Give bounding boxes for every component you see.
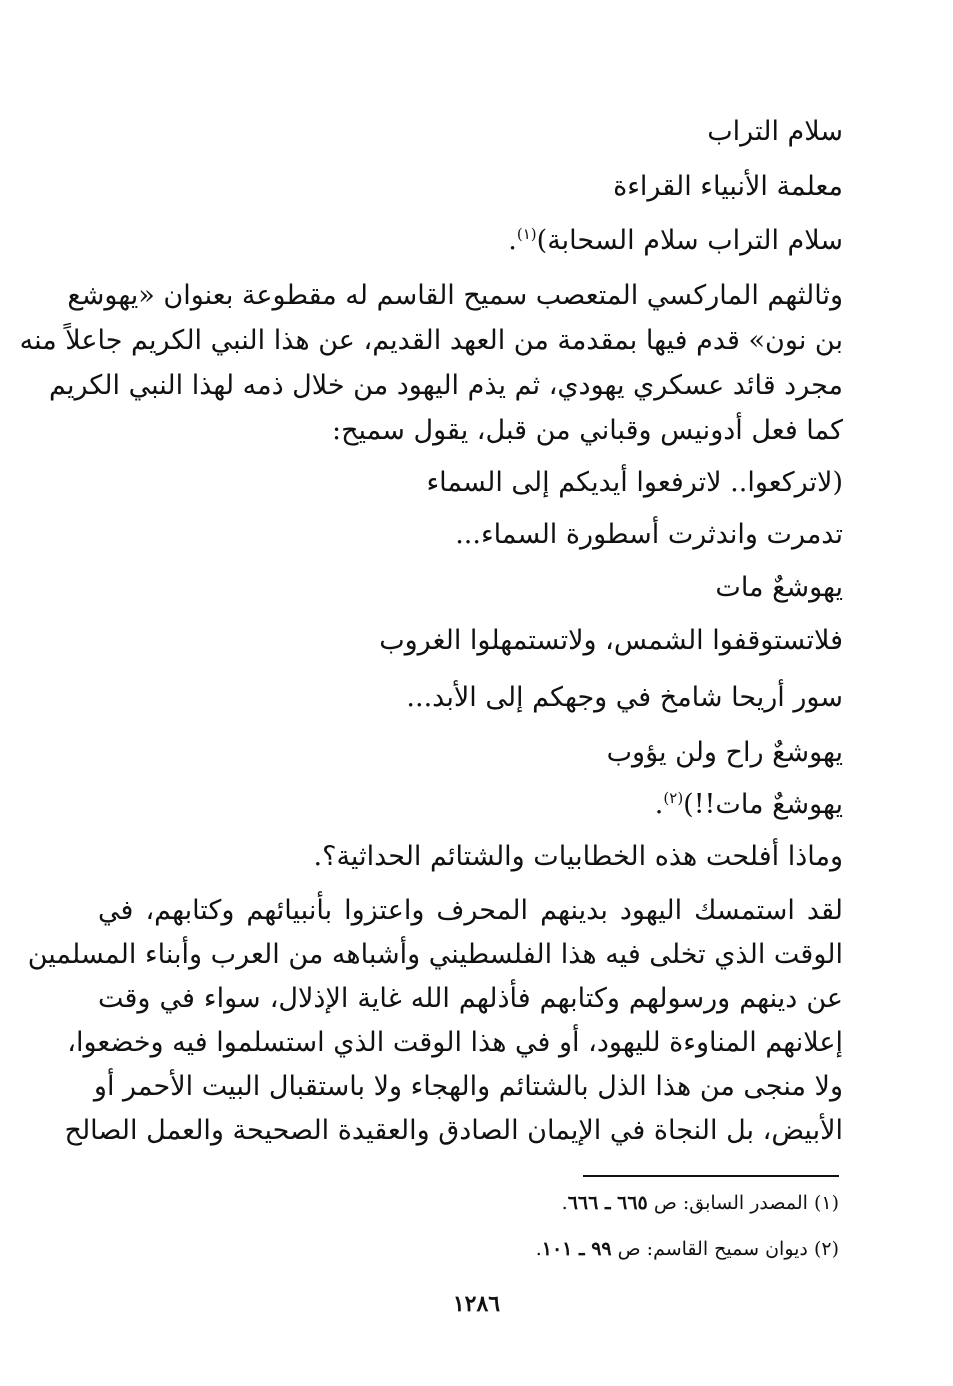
footnote-divider [583, 1175, 839, 1177]
poem-line [426, 466, 843, 500]
paragraph-line [67, 1026, 843, 1060]
paragraph-line [332, 414, 843, 448]
poem-line [613, 170, 843, 204]
paragraph-line [98, 894, 843, 928]
poem-line [715, 571, 843, 605]
line-text: يهوشعٌ راح ولن يؤوب [606, 737, 843, 768]
footnote-2 [536, 1236, 839, 1262]
page-number: ١٢٨٦ [452, 1291, 501, 1317]
footnote-1 [562, 1190, 839, 1216]
line-text: الوقت الذي تخلى فيه هذا الفلسطيني وأشباهه من العرب وأبناء المسلمين [27, 939, 843, 970]
line-text: معلمة الأنبياء القراءة [613, 171, 843, 202]
line-text: ولا منجى من هذا الذل بالشتائم والهجاء ولا باستقبال البيت الأحمر أو [93, 1071, 843, 1102]
line-text: سلام التراب سلام السحابة) [536, 225, 843, 256]
poem-line [508, 224, 843, 258]
line-text: وماذا أفلحت هذه الخطابيات والشتائم الحداثية؟. [313, 841, 843, 872]
paragraph-line [314, 840, 843, 874]
line-text: يهوشعٌ مات!!) [683, 789, 843, 820]
paragraph-line [98, 982, 843, 1016]
footnote-text: المصدر السابق: ص [653, 1192, 808, 1214]
paragraph-line [93, 1070, 843, 1104]
line-text: سلام التراب [707, 116, 843, 147]
paragraph-line [64, 1114, 843, 1148]
line-text: (لاتركعوا.. لاترفعوا أيديكم إلى السماء [426, 467, 843, 498]
footnote-number: (٢) [813, 1238, 839, 1260]
poem-line [655, 788, 843, 822]
footnote-pages: ٦٦٥ ـ ٦٦٦ [567, 1192, 648, 1214]
line-text: وثالثهم الماركسي المتعصب سميح القاسم له مقطوعة بعنوان «يهوشع [67, 280, 843, 311]
footnote-text: ديوان سميح القاسم: ص [617, 1238, 808, 1260]
line-text: فلاتستوقفوا الشمس، ولاتستمهلوا الغروب [379, 625, 843, 656]
footnote-end: . [561, 1192, 568, 1214]
line-text: لقد استمسك اليهود بدينهم المحرف واعتزوا بأنبيائهم وكتابهم، في [98, 895, 843, 926]
line-text: مجرد قائد عسكري يهودي، ثم يذم اليهود من خلال ذمه لهذا النبي الكريم [48, 370, 843, 401]
line-period: . [654, 789, 664, 820]
line-text: بن نون» قدم فيها بمقدمة من العهد القديم، عن هذا النبي الكريم جاعلاً منه [19, 325, 843, 356]
footnote-pages: ٩٩ ـ ١٠١ [541, 1238, 612, 1260]
line-text: تدمرت واندثرت أسطورة السماء... [455, 519, 843, 550]
paragraph-line [27, 938, 843, 972]
line-text: الأبيض، بل النجاة في الإيمان الصادق والعقيدة الصحيحة والعمل الصالح [64, 1115, 843, 1146]
poem-line [707, 115, 843, 149]
paragraph-line [19, 324, 843, 358]
line-text: عن دينهم ورسولهم وكتابهم فأذلهم الله غاية الإذلال، سواء في وقت [98, 983, 843, 1014]
footnote-marker-2: (٢) [663, 789, 684, 807]
footnote-number: (١) [813, 1192, 839, 1214]
line-period: . [508, 225, 517, 256]
line-text: كما فعل أدونيس وقباني من قبل، يقول سميح: [331, 415, 843, 446]
paragraph-line [67, 279, 843, 313]
paragraph-line [48, 369, 843, 403]
footnote-end: . [535, 1238, 542, 1260]
footnote-marker-1: (١) [516, 225, 537, 243]
poem-line [379, 624, 843, 658]
poem-line [406, 681, 843, 715]
line-text: سور أريحا شامخ في وجهكم إلى الأبد... [406, 682, 843, 713]
line-text: يهوشعٌ مات [715, 572, 843, 603]
line-text: إعلانهم المناوءة لليهود، أو في هذا الوقت الذي استسلموا فيه وخضعوا، [67, 1027, 843, 1058]
poem-line [607, 736, 843, 770]
poem-line [455, 518, 843, 552]
